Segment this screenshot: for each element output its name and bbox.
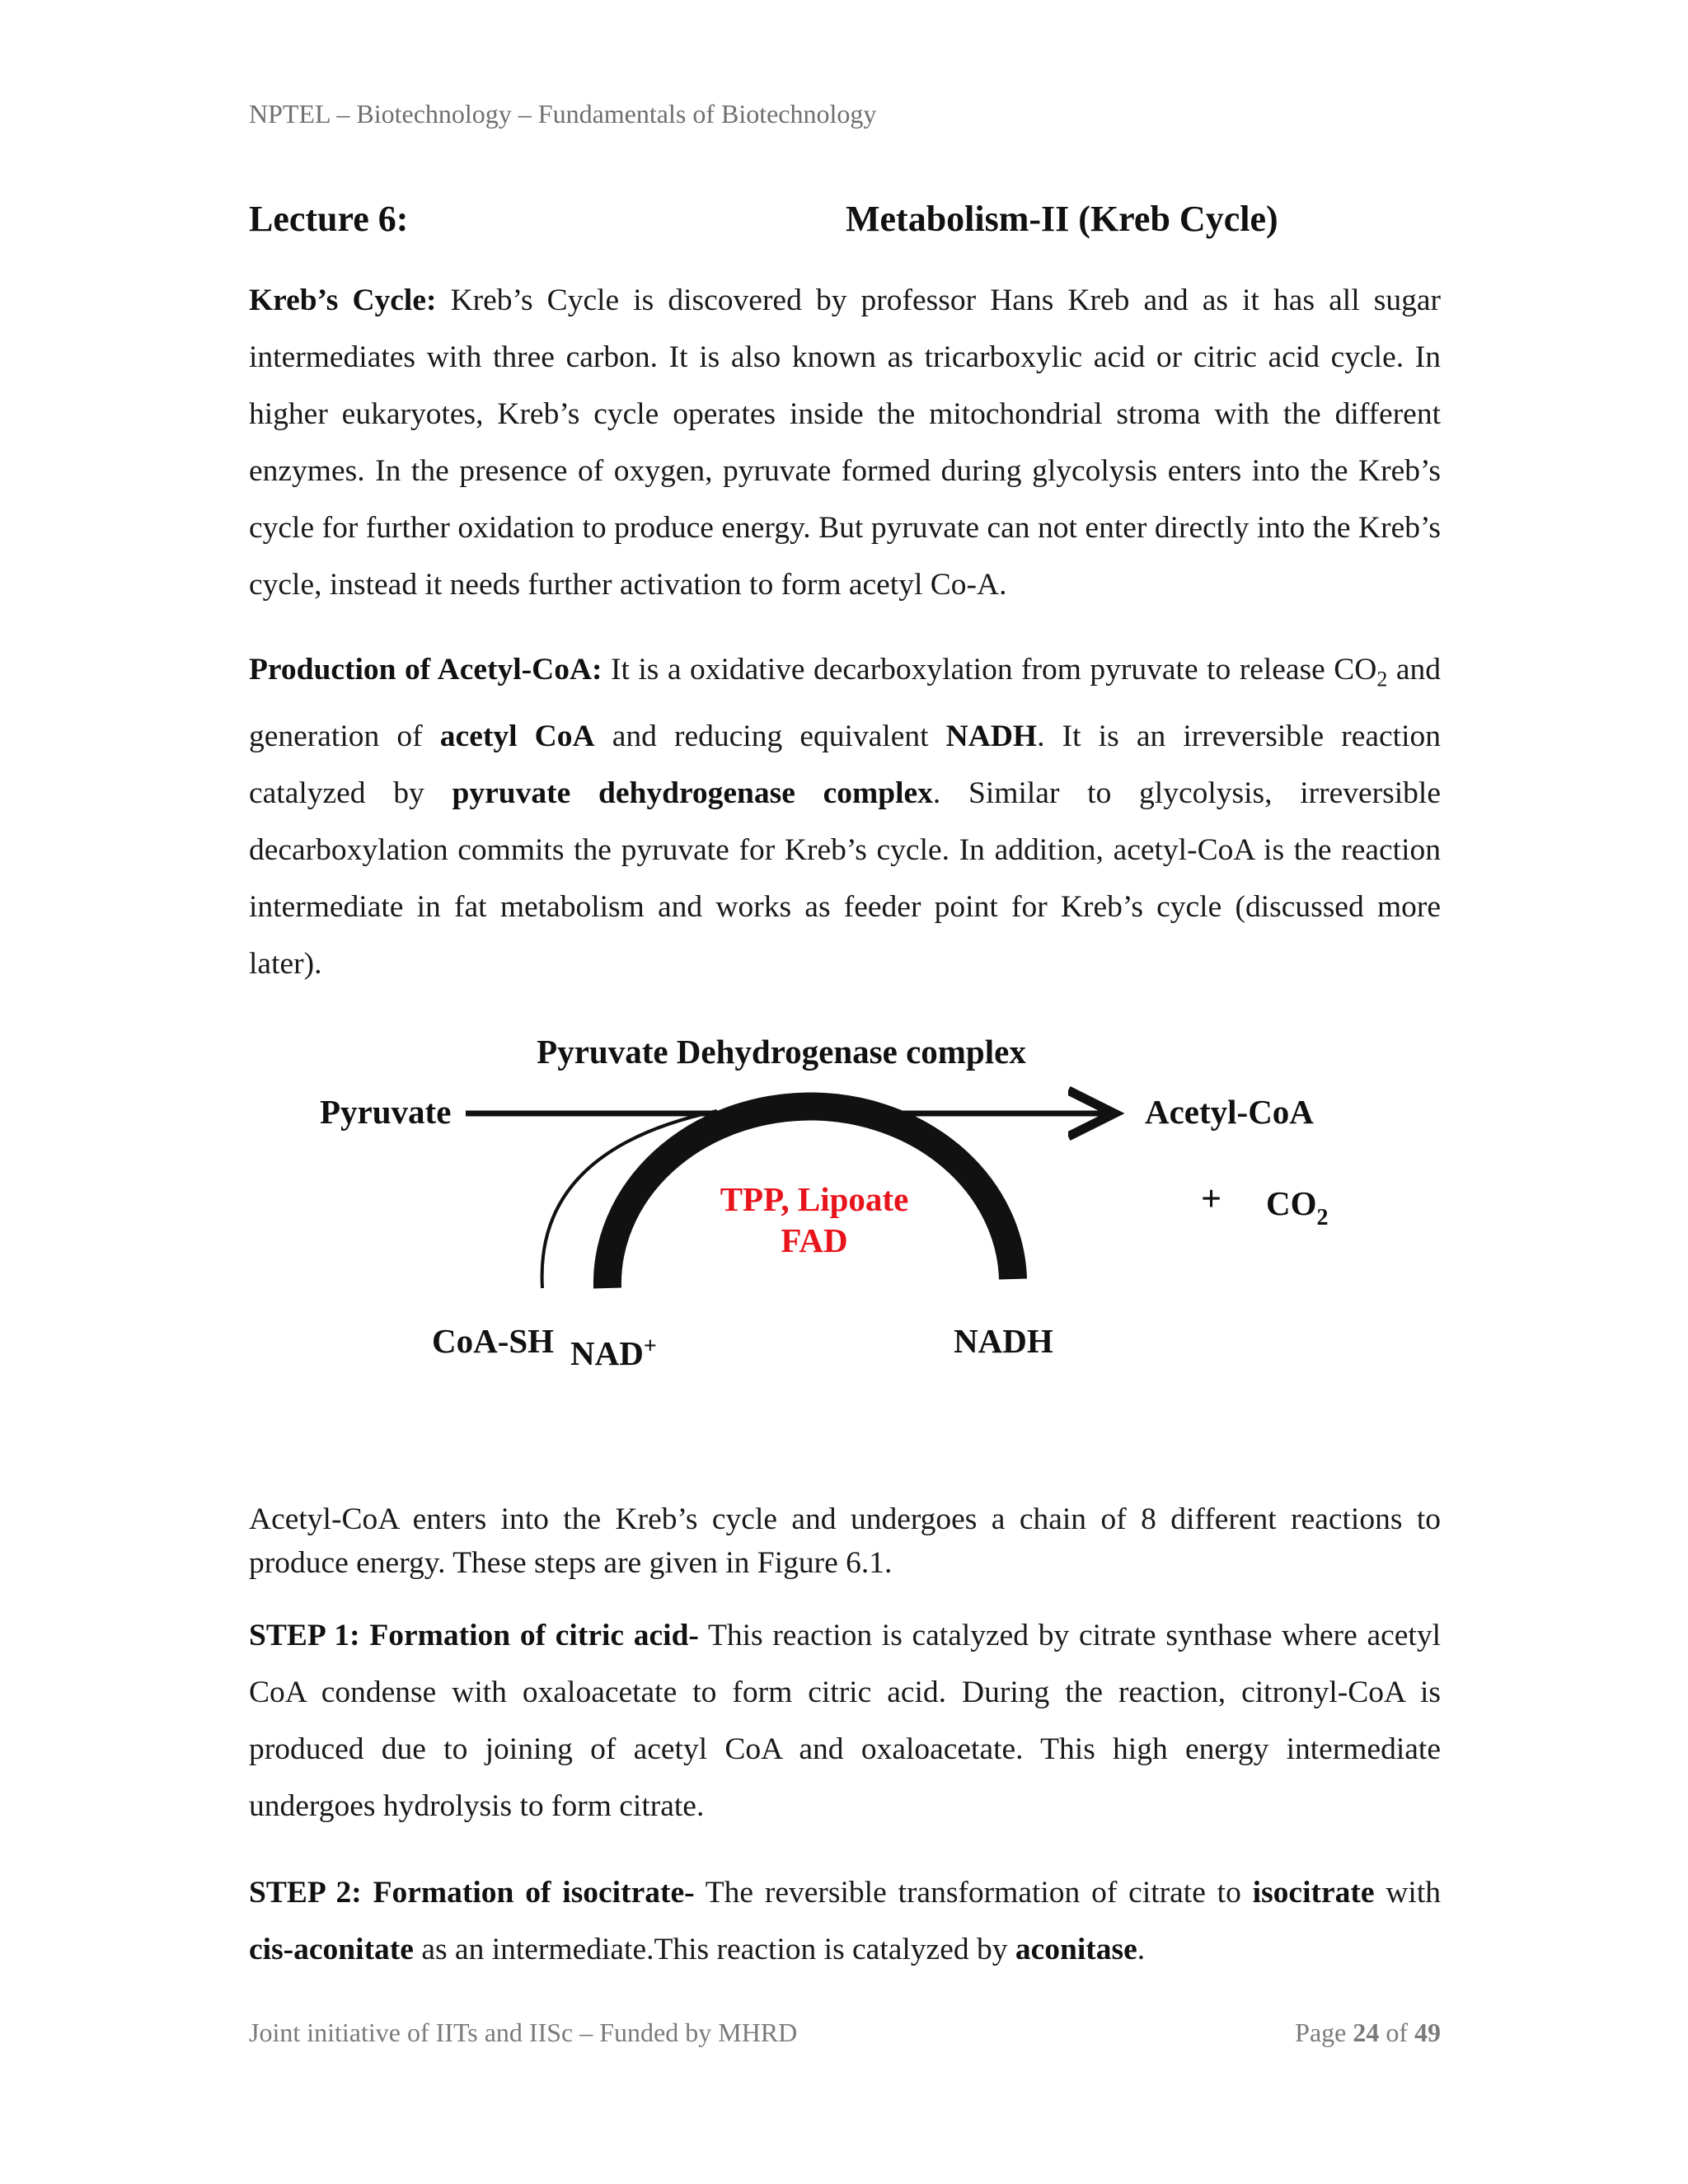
substrate-label: Pyruvate	[320, 1093, 452, 1131]
running-header: NPTEL – Biotechnology – Fundamentals of Biotechnology	[249, 99, 877, 129]
bold-term: pyruvate dehydrogenase complex	[452, 776, 933, 810]
plus-sign: +	[1201, 1179, 1222, 1219]
of-word: of	[1386, 2018, 1408, 2047]
nad-superscript: +	[643, 1333, 657, 1359]
paragraph-text: as an intermediate.This reaction is catalyzed by	[413, 1933, 1015, 1966]
paragraph-acetyl-coa	[249, 641, 1441, 992]
paragraph-krebs-cycle	[249, 272, 1441, 613]
co2-label	[1266, 1184, 1329, 1230]
bold-term: acetyl CoA	[439, 719, 595, 753]
paragraph-lead: Kreb’s Cycle:	[249, 284, 437, 317]
cofactor-line-1: TPP, Lipoate	[720, 1180, 909, 1218]
paragraph-text: This reaction is catalyzed by citrate synthase where acetyl CoA condense with oxaloacetate to form citric acid. During the reaction, citronyl-CoA is produced due to joining of acetyl CoA and oxaloacetate. This high energy intermediate undergoes hydrolysis to form citrate.	[249, 1619, 1441, 1823]
lecture-label: Lecture 6:	[249, 199, 409, 239]
nad-thick-arc	[607, 1107, 1013, 1288]
co2-text: CO	[1266, 1184, 1317, 1222]
coash-thin-arc	[542, 1111, 717, 1288]
page-word: Page	[1295, 2018, 1347, 2047]
bold-term: aconitase	[1015, 1933, 1137, 1966]
paragraph-text: .	[1137, 1933, 1146, 1966]
coash-label: CoA-SH	[432, 1322, 555, 1360]
paragraph-text: The reversible transformation of citrate to	[694, 1876, 1253, 1910]
co2-subscript: 2	[1316, 1205, 1329, 1230]
lecture-title-row	[249, 198, 1441, 247]
nad-label	[570, 1333, 657, 1372]
lecture-title: Metabolism-II (Kreb Cycle)	[846, 199, 1278, 239]
bold-term: cis-aconitate	[249, 1933, 414, 1966]
step-heading: STEP 2: Formation of isocitrate-	[249, 1876, 695, 1910]
paragraph-text: It is a oxidative decarboxylation from pyruvate to release CO	[602, 653, 1377, 687]
footer-page-number	[1295, 2018, 1441, 2048]
total-pages: 49	[1414, 2018, 1441, 2047]
paragraph-text: . Similar to glycolysis, irreversible decarboxylation commits the pyruvate for Kreb’s cycle. In addition, acetyl-CoA is the reaction intermediate in fat metabolism and works as feeder point for Kreb’s cycle (discussed more later).	[249, 776, 1441, 981]
nad-text: NAD	[570, 1334, 644, 1372]
paragraph-step-1	[249, 1607, 1441, 1835]
paragraph-lead: Production of Acetyl-CoA:	[249, 653, 603, 687]
bold-term: NADH	[945, 719, 1038, 753]
paragraph-text: Kreb’s Cycle is discovered by professor Hans Kreb and as it has all sugar intermediates with three carbon. It is also known as tricarboxylic acid or citric acid cycle. In higher eukaryotes, Kreb’s cycle operates inside the mitochondrial stroma with the different enzymes. In the presence of oxygen, pyruvate formed during glycolysis enters into the Kreb’s cycle for further oxidation to produce energy. But pyruvate can not enter directly into the Kreb’s cycle, instead it needs further activation to form acetyl Co-A.	[249, 284, 1441, 602]
paragraph-step-2	[249, 1864, 1441, 1978]
cofactor-line-2: FAD	[781, 1221, 848, 1259]
current-page: 24	[1353, 2018, 1380, 2047]
paragraph-text: and generation of	[249, 653, 1441, 753]
paragraph-text: with	[1374, 1876, 1442, 1910]
paragraph-text: . It is an irreversible reaction catalyzed by	[249, 719, 1442, 810]
paragraph-text: and reducing equivalent	[594, 719, 946, 753]
footer-credit: Joint initiative of IITs and IISc – Funded by MHRD	[249, 2018, 798, 2047]
enzyme-label: Pyruvate Dehydrogenase complex	[537, 1033, 1026, 1071]
product-label: Acetyl-CoA	[1145, 1093, 1314, 1131]
step-heading: STEP 1: Formation of citric acid-	[249, 1619, 699, 1652]
bold-term: isocitrate	[1252, 1876, 1375, 1910]
subscript: 2	[1376, 667, 1388, 691]
nadh-label: NADH	[954, 1322, 1053, 1360]
paragraph-acetyl-coa-enters: Acetyl-CoA enters into the Kreb’s cycle and undergoes a chain of 8 different reactions to produce energy. These steps are given in Figure 6.1.	[249, 1502, 1441, 1580]
